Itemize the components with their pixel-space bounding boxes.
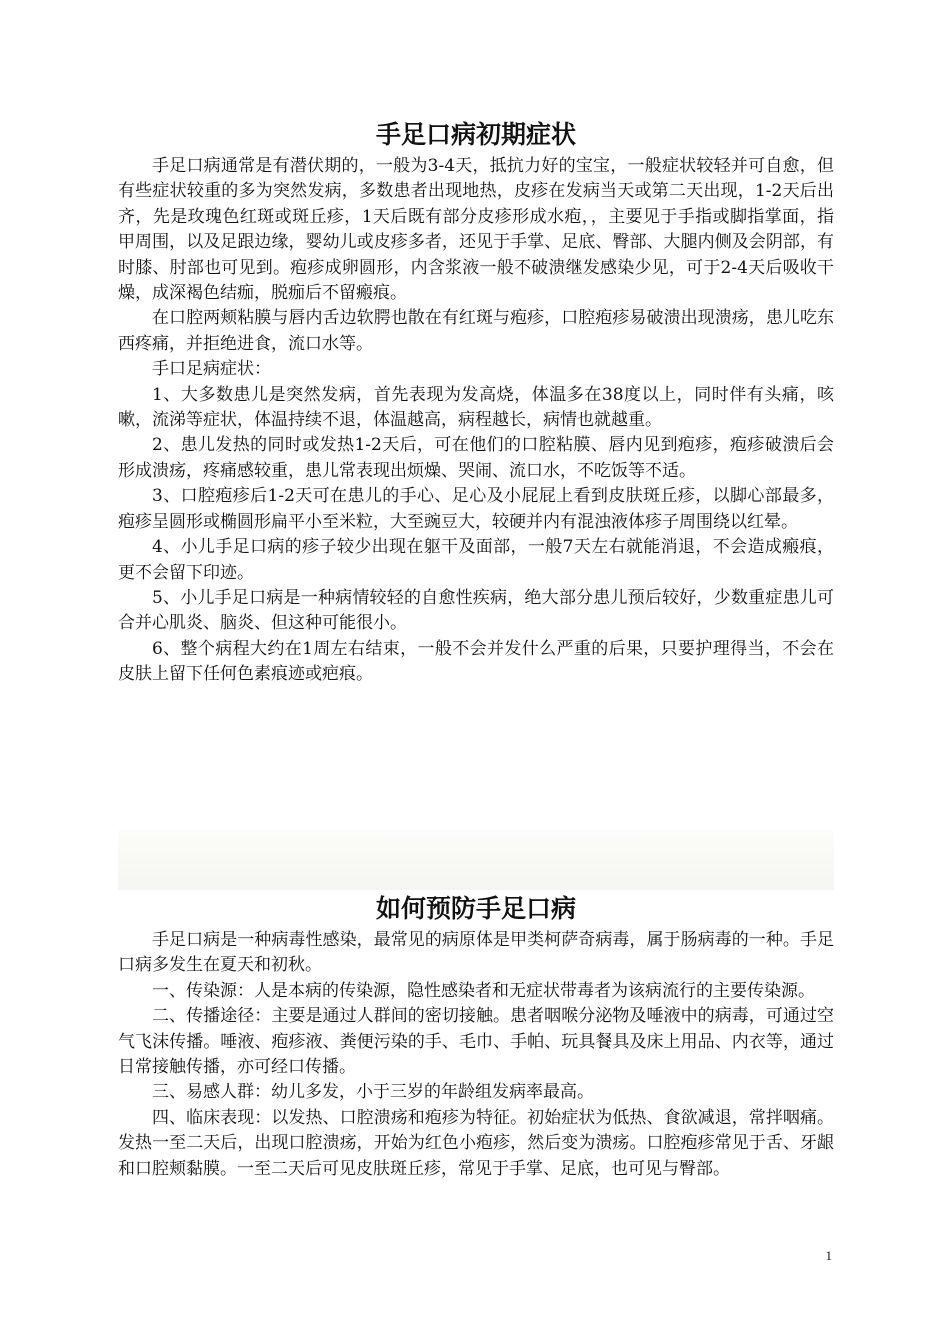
paragraph: 一、传染源：人是本病的传染源，隐性感染者和无症状带毒者为该病流行的主要传染源。 [152,980,815,1001]
paragraph: 4、小儿手足口病的疹子较少出现在躯干及面部，一般7天左右就能消退，不会造成瘢痕，更不会留下印迹。 [118,537,834,583]
paragraph: 二、传播途径：主要是通过人群间的密切接触。患者咽喉分泌物及唾液中的病毒，可通过空气飞沫传播。唾液、疱疹液、粪便污染的手、毛巾、手帕、玩具餐具及床上用品、内衣等，通过日常接触传播，亦可经口传播。 [118,1006,834,1078]
paragraph: 5、小儿手足口病是一种病情较轻的自愈性疾病，绝大部分患儿预后较好，少数重症患儿可合并心肌炎、脑炎、但这种可能很小。 [118,587,834,634]
paragraph: 三、易感人群：幼儿多发，小于三岁的年龄组发病率最高。 [152,1082,594,1103]
section-symptoms [118,118,834,688]
page-number: 1 [825,1248,832,1263]
paragraph: 四、临床表现：以发热、口腔溃疡和疱疹为特征。初始症状为低热、食欲减退，常拌咽痛。发热一至二天后，出现口腔溃疡，开始为红色小疱疹，然后变为溃疡。口腔疱疹常见于舌、牙龈和口腔颊黏膜。一至二天后可见皮肤斑丘疹，常见于手掌、足底，也可见与臀部。 [118,1107,834,1179]
paragraph: 手足口病通常是有潜伏期的，一般为3-4天，抵抗力好的宝宝，一般症状较轻并可自愈，但有些症状较重的多为突然发病，多数患者出现地热，皮疹在发病当天或第二天出现，1-2天后出齐，先是玫瑰色红斑或斑丘疹，1天后既有部分皮疹形成水疱，，主要见于手指或脚指掌面，指甲周围，以及足跟边缘，婴幼儿或皮疹多者，还见于手掌、足底、臀部、大腿内侧及会阴部，有时膝、肘部也可见到。疱疹成卵圆形，内含浆液一般不破溃继发感染少见，可于2-4天后吸收干燥，成深褐色结痂，脱痂后不留瘢痕。 [118,156,834,304]
section-prevention [118,830,834,1182]
paragraph: 在口腔两颊粘膜与唇内舌边软腭也散在有红斑与疱疹，口腔疱疹易破溃出现溃疡，患儿吃东西疼痛，并拒绝进食，流口水等。 [118,308,834,354]
paragraph: 手口足病症状： [152,359,271,380]
section-title: 手足口病初期症状 [375,120,576,149]
paragraph: 1、大多数患儿是突然发病，首先表现为发高烧，体温多在38度以上，同时伴有头痛，咳嗽，流涕等症状，体温持续不退，体温越高，病程越长，病情也就越重。 [118,384,834,431]
section-title: 如何预防手足口病 [375,894,576,923]
paragraph: 2、患儿发热的同时或发热1-2天后，可在他们的口腔粘膜、唇内见到疱疹，疱疹破溃后会形成溃疡，疼痛感较重，患儿常表现出烦燥、哭闹、流口水，不吃饭等不适。 [118,435,834,481]
paragraph: 手足口病是一种病毒性感染，最常见的病原体是甲类柯萨奇病毒，属于肠病毒的一种。手足口病多发生在夏天和初秋。 [118,930,834,976]
paragraph: 3、口腔疱疹后1-2天可在患儿的手心、足心及小屁屁上看到皮肤斑丘疹，以脚心部最多，疱疹呈圆形或椭圆形扁平小至米粒，大至豌豆大，较硬并内有混浊液体疹子周围绕以红晕。 [118,486,834,532]
paragraph: 6、整个病程大约在1周左右结束，一般不会并发什么严重的后果，只要护理得当，不会在皮肤上留下任何色素痕迹或疤痕。 [118,638,834,685]
